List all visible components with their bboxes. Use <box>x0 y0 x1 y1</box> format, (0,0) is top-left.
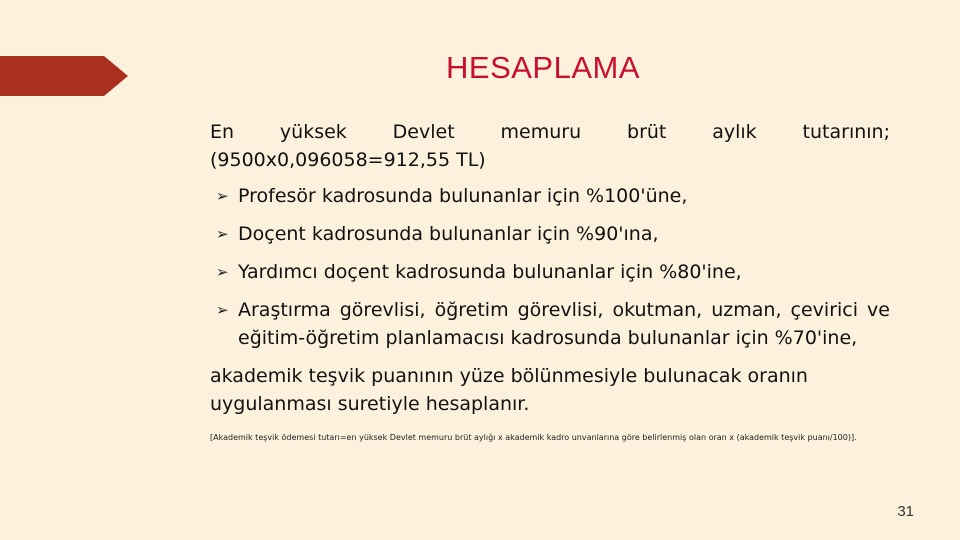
list-item <box>210 182 890 210</box>
arrow-bullet-icon: ➢ <box>216 301 229 319</box>
list-item <box>210 258 890 286</box>
footnote: [Akademik teşvik ödemesi tutarı=en yüksek Devlet memuru brüt aylığı x akademik kadro unvanlarına göre belirlenmiş olan oran x (akademik teşvik puanı/100)]. <box>210 433 857 442</box>
conclusion-text: akademik teşvik puanının yüze bölünmesiyle bulunacak oranın uygulanması suretiyle hesaplanır. <box>210 365 808 415</box>
intro-line-2: (9500x0,096058=912,55 TL) <box>210 149 486 171</box>
list-item <box>210 220 890 248</box>
bullet-text: Doçent kadrosunda bulunanlar için %90'ına, <box>238 223 659 245</box>
accent-arrow-shape <box>0 56 128 96</box>
bullet-text: Araştırma görevlisi, öğretim görevlisi, okutman, uzman, çevirici ve eğitim-öğretim planlamacısı kadrosunda bulunanlar için %70'ine, <box>238 299 890 349</box>
intro-text <box>210 118 890 174</box>
slide-title: HESAPLAMA <box>446 50 641 85</box>
bullet-list <box>210 182 890 352</box>
arrow-bullet-icon: ➢ <box>216 187 229 205</box>
page-number: 31 <box>897 503 914 520</box>
arrow-bullet-icon: ➢ <box>216 263 229 281</box>
list-item <box>210 296 890 352</box>
slide-content <box>210 118 890 443</box>
bullet-text: Profesör kadrosunda bulunanlar için %100'üne, <box>238 185 688 207</box>
bullet-text: Yardımcı doçent kadrosunda bulunanlar için %80'ine, <box>238 261 742 283</box>
accent-bar <box>0 56 128 96</box>
intro-line-1: En yüksek Devlet memuru brüt aylık tutarının; <box>210 121 890 143</box>
arrow-bullet-icon: ➢ <box>216 225 229 243</box>
